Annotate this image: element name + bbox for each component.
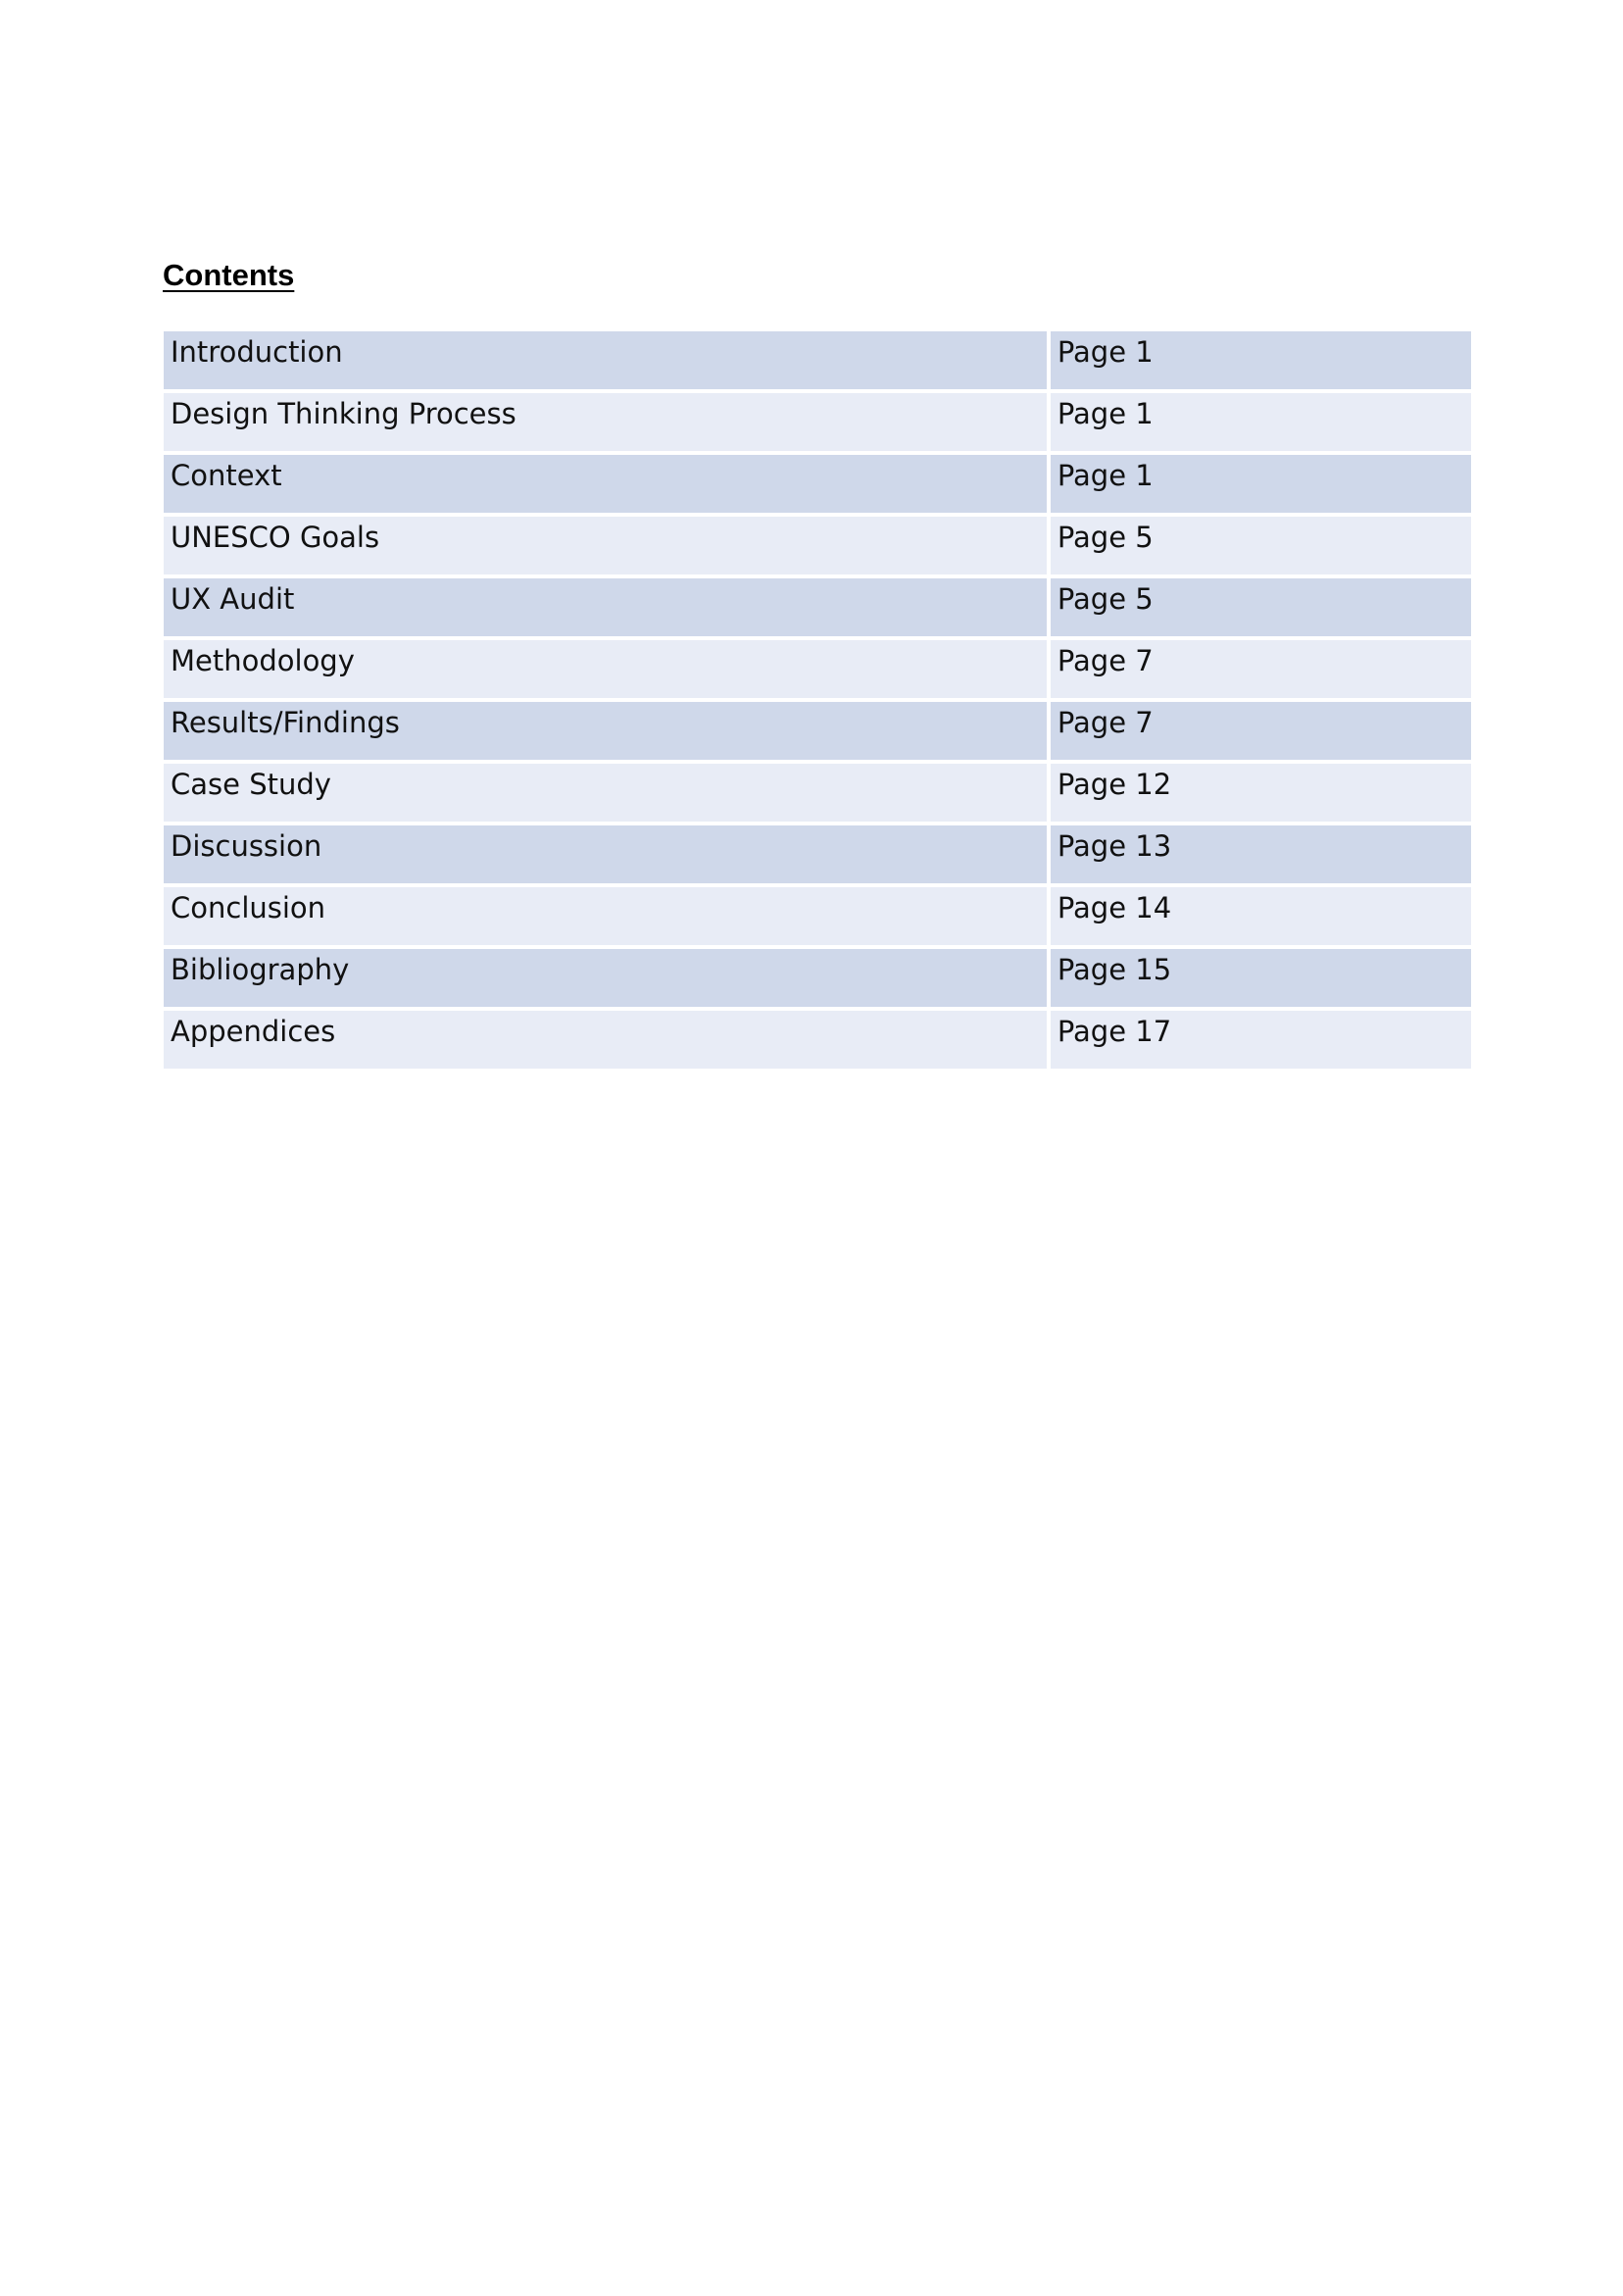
table-row	[164, 331, 1471, 389]
toc-page-number: Page 15	[1051, 949, 1471, 1007]
table-row	[164, 949, 1471, 1007]
toc-section-title: Results/Findings	[164, 702, 1047, 760]
table-of-contents	[160, 327, 1475, 1073]
toc-section-title: Conclusion	[164, 887, 1047, 945]
table-row	[164, 640, 1471, 698]
toc-section-title: UNESCO Goals	[164, 517, 1047, 574]
toc-page-number: Page 1	[1051, 331, 1471, 389]
toc-page-number: Page 7	[1051, 640, 1471, 698]
toc-section-title: Methodology	[164, 640, 1047, 698]
toc-section-title: Bibliography	[164, 949, 1047, 1007]
toc-section-title: Introduction	[164, 331, 1047, 389]
toc-page-number: Page 5	[1051, 517, 1471, 574]
table-row	[164, 887, 1471, 945]
toc-page-number: Page 1	[1051, 393, 1471, 451]
toc-page-number: Page 7	[1051, 702, 1471, 760]
toc-section-title: Context	[164, 455, 1047, 513]
toc-page-number: Page 17	[1051, 1011, 1471, 1069]
table-row	[164, 455, 1471, 513]
toc-page-number: Page 12	[1051, 764, 1471, 822]
toc-section-title: UX Audit	[164, 578, 1047, 636]
table-row	[164, 517, 1471, 574]
toc-page-number: Page 1	[1051, 455, 1471, 513]
table-row	[164, 578, 1471, 636]
toc-page-number: Page 5	[1051, 578, 1471, 636]
toc-body	[164, 331, 1471, 1069]
table-row	[164, 764, 1471, 822]
toc-page-number: Page 13	[1051, 825, 1471, 883]
table-row	[164, 393, 1471, 451]
toc-page-number: Page 14	[1051, 887, 1471, 945]
table-row	[164, 1011, 1471, 1069]
page-title: Contents	[163, 258, 295, 292]
toc-section-title: Appendices	[164, 1011, 1047, 1069]
toc-section-title: Discussion	[164, 825, 1047, 883]
table-row	[164, 702, 1471, 760]
toc-section-title: Design Thinking Process	[164, 393, 1047, 451]
toc-section-title: Case Study	[164, 764, 1047, 822]
table-row	[164, 825, 1471, 883]
